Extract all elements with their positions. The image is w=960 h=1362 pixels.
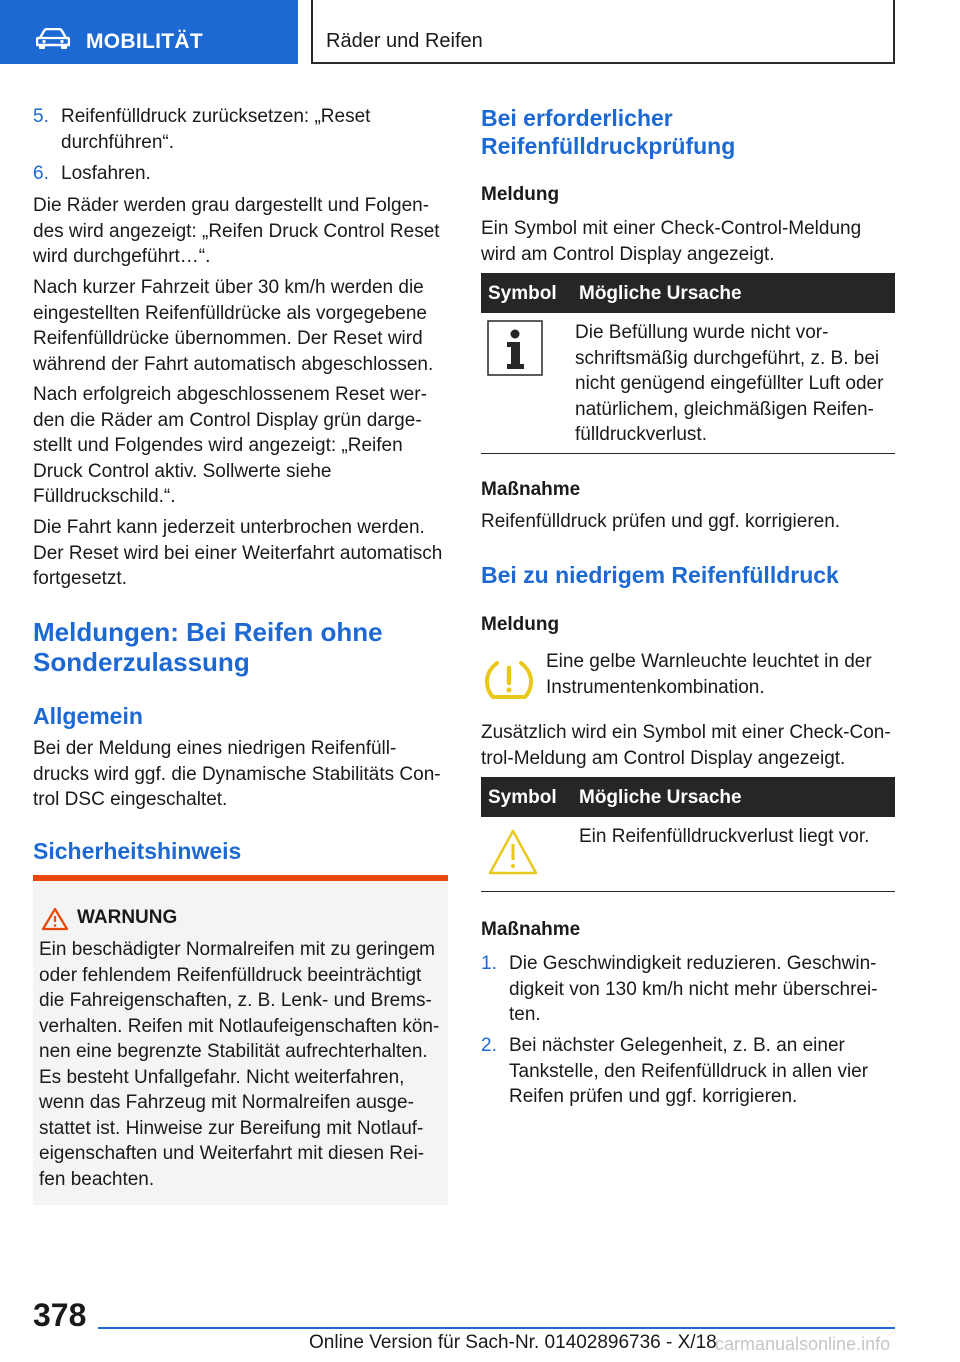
paragraph: Bei der Meldung eines niedrigen Reifenfüll‐ drucks wird ggf. die Dynamische Stabilitäts Con‐ trol DSC eingeschaltet. [33, 738, 441, 810]
subsection-heading: Allgemein [33, 703, 143, 729]
table-rule [481, 453, 895, 454]
paragraph: Reifenfülldruck prüfen und ggf. korrigieren. [481, 511, 841, 532]
message-label: Meldung [481, 614, 560, 635]
message-label: Meldung [481, 184, 560, 205]
paragraph: Eine gelbe Warnleuchte leuchtet in der Instrumentenkombination. [546, 651, 872, 698]
step-number: 5. [33, 106, 49, 127]
subsection-heading: Sicherheitshinweis [33, 838, 242, 864]
info-icon [487, 320, 543, 376]
warning-box [33, 875, 448, 1205]
paragraph: Ein Symbol mit einer Check-Control-Meldung wird am Control Display angezeigt. [481, 218, 862, 265]
warning-triangle-icon [487, 828, 539, 876]
footer-rule [98, 1327, 895, 1329]
step-5: Reifenfülldruck zurücksetzen: „Reset durchführen“. [61, 106, 371, 153]
page-number: 378 [33, 1297, 87, 1333]
warning-title: WARNUNG [77, 907, 178, 928]
chapter-title: Räder und Reifen [326, 30, 483, 52]
subsection-heading: Bei zu niedrigem Reifenfülldruck [481, 562, 839, 588]
action-label: Maßnahme [481, 919, 581, 940]
paragraph: Die Fahrt kann jederzeit unterbrochen werden. Der Reset wird bei einer Weiterfahrt automatisch fortgesetzt. [33, 517, 443, 589]
column-header: Mögliche Ursache [579, 283, 742, 304]
subsection-heading: Bei erforderlicher Reifenfülldruckprüfung [481, 105, 736, 159]
step-6: Losfahren. [61, 163, 151, 184]
footer-text: Online Version für Sach-Nr. 01402896736 - X/18 [309, 1332, 717, 1353]
warning-text: Ein beschädigter Normalreifen mit zu geringem oder fehlendem Reifenfülldruck beeinträchtigt die Fahreigenschaften, z. B. Lenk- und Brems‐ verhalten. Reifen mit Notlaufeigenschaften kön‐ nen eine begrenzte Stabilität aufrechterhalten. Es besteht Unfallgefahr. Nicht weiterfahren, wenn das Fahrzeug mit Normalreifen ausge‐ stattet ist. Hinweise zur Bereifung mit Notlauf‐ eigenschaften und Weiterfahrt mit diesen Rei‐ fen beachten. [39, 939, 440, 1190]
tire-pressure-warning-icon [483, 659, 535, 701]
car-icon [36, 28, 70, 50]
section-heading: Meldungen: Bei Reifen ohne Sonderzulassung [33, 617, 383, 677]
table-header [481, 273, 895, 313]
section-label: MOBILITÄT [86, 30, 204, 53]
paragraph: Zusätzlich wird ein Symbol mit einer Check-Con‐ trol-Meldung am Control Display angezeigt. [481, 722, 891, 769]
table-rule [481, 891, 895, 892]
step-1: Die Geschwindigkeit reduzieren. Geschwin‐ digkeit von 130 km/h nicht mehr überschrei‐ ten. [509, 953, 878, 1025]
step-2: Bei nächster Gelegenheit, z. B. an einer Tankstelle, den Reifenfülldruck in allen vier Reifen prüfen und ggf. korrigieren. [509, 1035, 869, 1107]
column-header: Symbol [488, 283, 557, 304]
column-header: Mögliche Ursache [579, 787, 742, 808]
step-number: 2. [481, 1035, 497, 1056]
table-header [481, 777, 895, 817]
watermark: carmanualsonline.info [715, 1334, 891, 1354]
action-label: Maßnahme [481, 479, 581, 500]
section-tab[interactable] [0, 0, 298, 64]
paragraph: Nach erfolgreich abgeschlossenem Reset wer‐ den die Räder am Control Display grün darge‐ stellt und Folgendes wird angezeigt: „Reifen Druck Control aktiv. Sollwerte siehe Fülldruckschild.“. [33, 384, 427, 507]
column-header: Symbol [488, 787, 557, 808]
step-number: 6. [33, 163, 49, 184]
step-number: 1. [481, 953, 497, 974]
chapter-header [311, 0, 895, 64]
table-row: Ein Reifenfülldruckverlust liegt vor. [579, 826, 870, 847]
paragraph: Nach kurzer Fahrzeit über 30 km/h werden die eingestellten Reifenfülldrücke als vorgegebene Reifenfülldrücke übernommen. Der Reset wird während der Fahrt automatisch abgeschlossen. [33, 277, 434, 375]
paragraph: Die Räder werden grau dargestellt und Folgen‐ des wird angezeigt: „Reifen Druck Control Reset wird durchgeführt…“. [33, 195, 440, 267]
warning-icon [41, 907, 69, 931]
table-row: Die Befüllung wurde nicht vor‐ schriftsmäßig durchgeführt, z. B. bei nicht genügend eingefüllter Luft oder natürlichem, gleichmäßigen Reifen‐ fülldruckverlust. [575, 322, 884, 445]
